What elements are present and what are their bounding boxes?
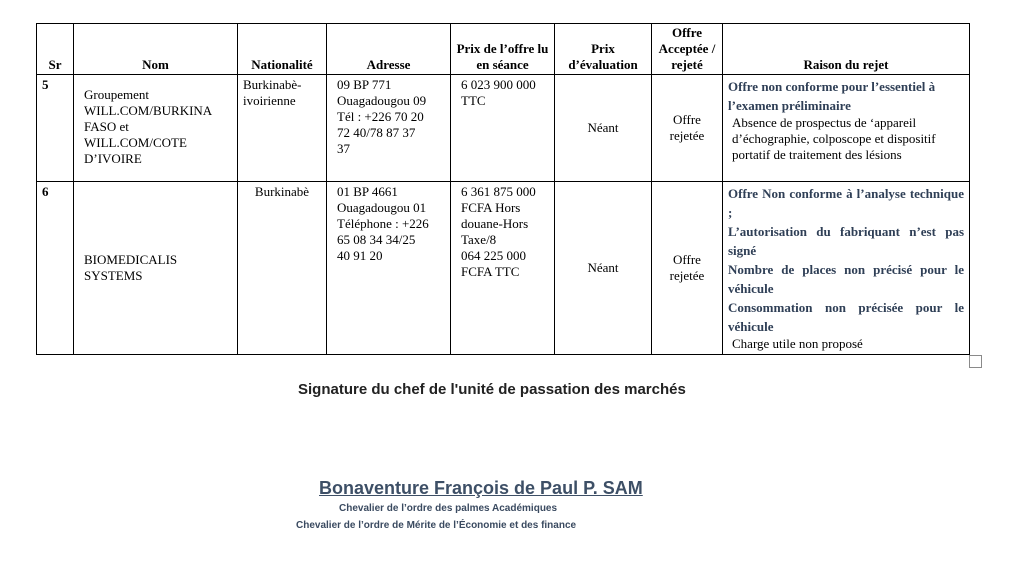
header-prix-evaluation: Prix d’évaluation bbox=[555, 24, 652, 75]
prix-line: 064 225 000 bbox=[461, 248, 526, 263]
raison-bold: Consommation non précisée pour le véhicule bbox=[728, 300, 964, 334]
offre-line: rejetée bbox=[669, 268, 705, 283]
prix-line: TTC bbox=[461, 93, 486, 108]
offre-line: rejetée bbox=[669, 128, 705, 143]
cell-prix-offre bbox=[451, 75, 555, 182]
prix-line: 6 361 875 000 bbox=[461, 184, 536, 199]
results-table bbox=[36, 23, 970, 355]
header-sr: Sr bbox=[37, 24, 74, 75]
cell-prix-evaluation: Néant bbox=[555, 75, 652, 182]
adresse-line: Ouagadougou 01 bbox=[337, 200, 427, 215]
cell-prix-offre bbox=[451, 182, 555, 355]
header-offre-statut: Offre Acceptée / rejeté bbox=[652, 24, 723, 75]
adresse-line: Tél : +226 70 20 bbox=[337, 109, 424, 124]
prix-line: FCFA TTC bbox=[461, 264, 520, 279]
adresse-line: 37 bbox=[337, 141, 350, 156]
nom-line: Groupement bbox=[84, 87, 149, 102]
raison-bold: Nombre de places non précisé pour le véhicule bbox=[728, 262, 964, 296]
nationalite-line: Burkinabè- bbox=[243, 77, 302, 92]
prix-line: 6 023 900 000 bbox=[461, 77, 536, 92]
header-raison-rejet: Raison du rejet bbox=[723, 24, 970, 75]
cell-raison-rejet bbox=[723, 75, 970, 182]
cell-offre-statut bbox=[652, 182, 723, 355]
cell-adresse bbox=[327, 75, 451, 182]
adresse-line: 09 BP 771 bbox=[337, 77, 392, 92]
adresse-line: 01 BP 4661 bbox=[337, 184, 398, 199]
signatory-name: Bonaventure François de Paul P. SAM bbox=[319, 478, 643, 498]
offre-line: Offre bbox=[673, 252, 701, 267]
table-row bbox=[37, 182, 970, 355]
adresse-line: 40 91 20 bbox=[337, 248, 383, 263]
raison-bold: Offre non conforme pour l’essentiel à l’examen préliminaire bbox=[728, 79, 936, 113]
nom-line: BIOMEDICALIS bbox=[84, 252, 178, 267]
nom-line: SYSTEMS bbox=[84, 268, 143, 283]
header-row bbox=[37, 24, 970, 75]
raison-detail: Absence de prospectus de ‘appareil d’échographie, colposcope et dispositif portatif de traitement des lésions bbox=[732, 115, 936, 162]
prix-line: Taxe/8 bbox=[461, 232, 497, 247]
signatory-distinction-1: Chevalier de l’ordre des palmes Académiques bbox=[339, 503, 558, 514]
nationalite-line: ivoirienne bbox=[243, 93, 296, 108]
nom-line: WILL.COM/BURKINA bbox=[84, 103, 213, 118]
cell-raison-rejet bbox=[723, 182, 970, 355]
signature-title: Signature du chef de l'unité de passation des marchés bbox=[298, 381, 686, 398]
cell-adresse bbox=[327, 182, 451, 355]
cell-offre-statut bbox=[652, 75, 723, 182]
cell-prix-evaluation: Néant bbox=[555, 182, 652, 355]
nom-line: D’IVOIRE bbox=[84, 151, 142, 166]
adresse-line: Ouagadougou 09 bbox=[337, 93, 427, 108]
cell-sr: 6 bbox=[37, 182, 74, 355]
header-adresse: Adresse bbox=[327, 24, 451, 75]
prix-line: douane-Hors bbox=[461, 216, 529, 231]
adresse-line: Téléphone : +226 bbox=[337, 216, 429, 231]
header-nom: Nom bbox=[74, 24, 238, 75]
cell-nationalite bbox=[238, 75, 327, 182]
adresse-line: 72 40/78 87 37 bbox=[337, 125, 416, 140]
raison-bold: L’autorisation du fabriquant n’est pas signé bbox=[728, 224, 964, 258]
raison-detail: Charge utile non proposé bbox=[732, 336, 863, 351]
header-nationalite: Nationalité bbox=[238, 24, 327, 75]
header-prix-offre: Prix de l’offre lu en séance bbox=[451, 24, 555, 75]
signatory-distinction-2: Chevalier de l’ordre de Mérite de l’Économie et des finance bbox=[296, 520, 577, 531]
table-end-marker bbox=[969, 355, 982, 368]
cell-nom bbox=[74, 182, 238, 355]
adresse-line: 65 08 34 34/25 bbox=[337, 232, 416, 247]
offre-line: Offre bbox=[673, 112, 701, 127]
cell-sr: 5 bbox=[37, 75, 74, 182]
prix-line: FCFA Hors bbox=[461, 200, 521, 215]
nom-line: FASO et bbox=[84, 119, 129, 134]
nom-line: WILL.COM/COTE bbox=[84, 135, 187, 150]
raison-bold: Offre Non conforme à l’analyse technique ; bbox=[728, 186, 964, 220]
cell-nationalite: Burkinabè bbox=[238, 182, 327, 355]
cell-nom bbox=[74, 75, 238, 182]
table-row bbox=[37, 75, 970, 182]
